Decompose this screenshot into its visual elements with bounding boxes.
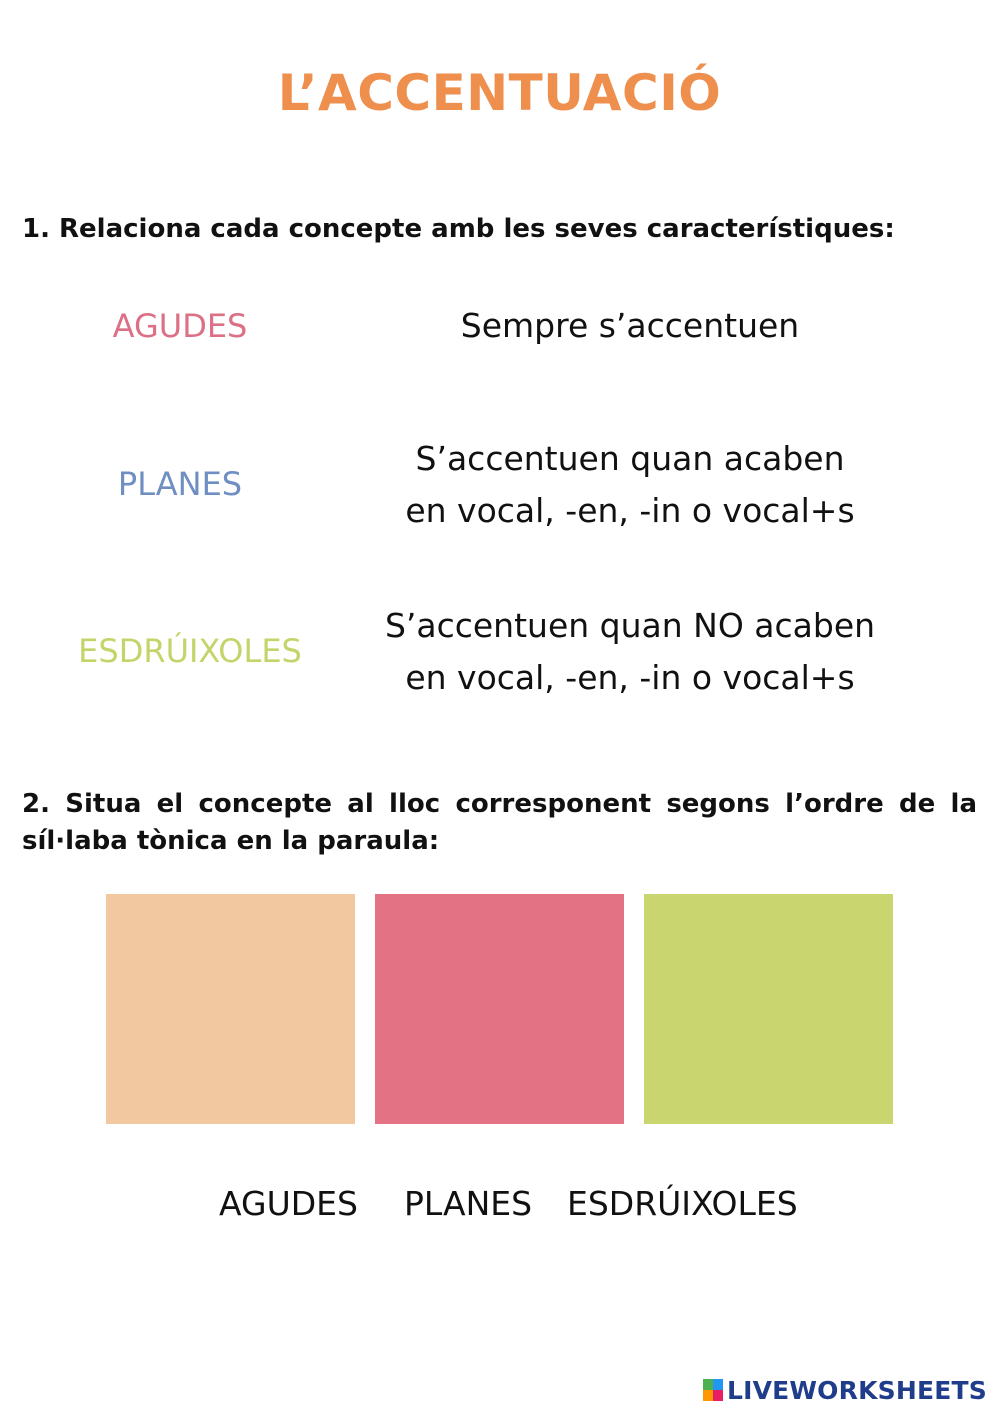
concept-agudes[interactable]: AGUDES xyxy=(112,307,248,345)
drag-word-planes[interactable]: PLANES xyxy=(404,1184,533,1223)
drag-word-agudes[interactable]: AGUDES xyxy=(219,1184,358,1223)
brand-footer[interactable] xyxy=(703,1373,987,1407)
description-1[interactable] xyxy=(360,300,900,352)
description-3[interactable] xyxy=(360,600,900,704)
description-2[interactable] xyxy=(360,433,900,537)
description-1-line1: Sempre s’accentuen xyxy=(460,306,800,345)
description-3-line2: en vocal, -en, -in o vocal+s xyxy=(405,658,855,697)
exercise-2-instruction: 2. Situa el concepte al lloc corresponent segons l’ordre de la síl·laba tònica en la paraula: xyxy=(22,789,977,856)
concept-planes[interactable]: PLANES xyxy=(117,465,243,503)
drop-zone-2[interactable] xyxy=(375,894,624,1124)
drag-word-esdruixoles[interactable]: ESDRÚIXOLES xyxy=(567,1184,798,1223)
worksheet-title: L’ACCENTUACIÓ xyxy=(277,64,722,122)
concept-esdruixoles[interactable]: ESDRÚIXOLES xyxy=(78,632,302,670)
description-2-line2: en vocal, -en, -in o vocal+s xyxy=(405,491,855,530)
brand-name: LIVEWORKSHEETS xyxy=(726,1375,987,1405)
drop-zone-3[interactable] xyxy=(644,894,893,1124)
exercise-1-instruction: 1. Relaciona cada concepte amb les seves característiques: xyxy=(22,214,895,244)
description-3-line1: S’accentuen quan NO acaben xyxy=(384,606,876,645)
liveworksheets-logo-icon xyxy=(703,1379,723,1401)
description-2-line1: S’accentuen quan acaben xyxy=(415,439,845,478)
drop-zone-1[interactable] xyxy=(106,894,355,1124)
